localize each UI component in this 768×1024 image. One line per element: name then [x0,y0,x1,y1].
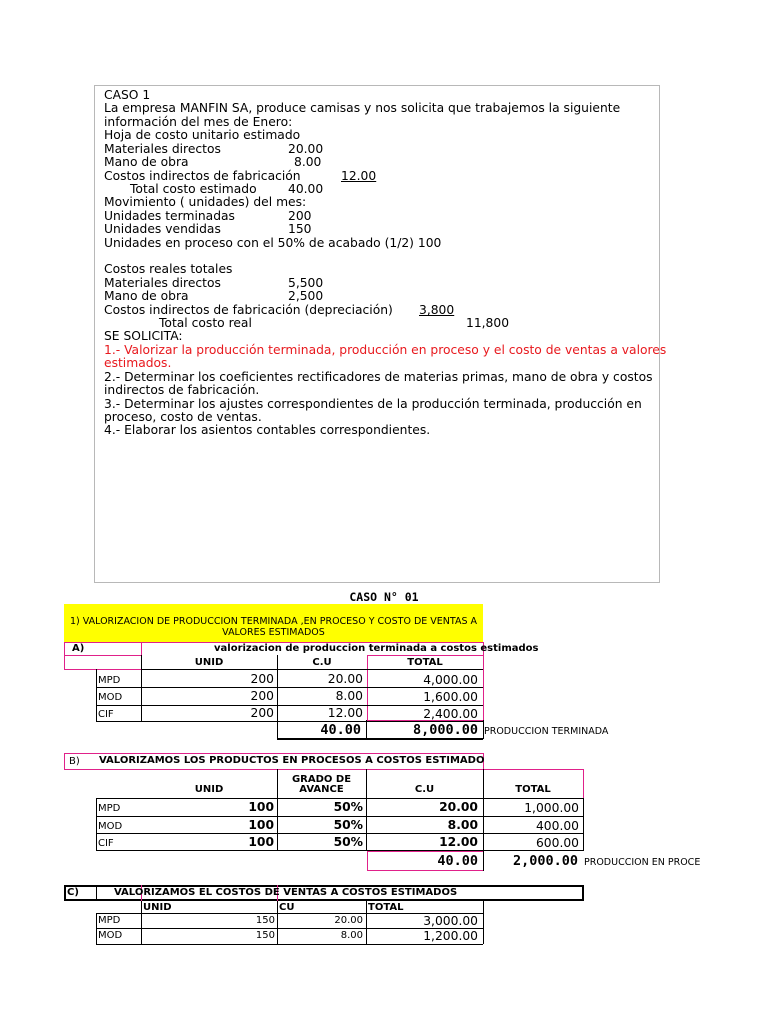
sum-total: 2,000.00 [512,853,578,869]
grado-value: 50% [333,818,363,832]
section-a-tag: A) [72,643,85,654]
unid-value: 100 [248,835,274,849]
col-header-cu: C.U [414,784,435,795]
section-b-title: VALORIZAMOS LOS PRODUCTOS EN PROCESOS A COSTOS ESTIMADO [99,755,485,766]
row-label: CIF [98,838,114,849]
caso-heading: CASO N° 01 [349,590,419,604]
total-value: 1,200.00 [423,929,478,943]
row-label: MOD [98,930,123,941]
col-header-avance: AVANCE [299,784,344,795]
row-label: MOD [98,692,123,703]
unid-value: 100 [248,818,274,832]
total-value: 2,400.00 [423,707,478,721]
total-value: 1,600.00 [423,690,478,704]
cu-value: 12.00 [327,706,363,720]
question-2-line-1: 2.- Determinar los coeficientes rectificadores de materias primas, mano de obra y costos [104,370,653,384]
cu-value: 12.00 [439,835,478,849]
total-value: 3,000.00 [423,914,478,928]
row-label: MPD [98,803,121,814]
total-value: 400.00 [535,819,579,833]
question-3-line-2: proceso, costo de ventas. [104,410,262,424]
unid-value: 150 [255,930,275,941]
col-header-cu: CU [279,902,295,913]
sum-cu: 40.00 [437,853,478,869]
solicita-heading: SE SOLICITA: [104,329,183,343]
cu-value: 8.00 [447,818,478,832]
total-est-label: Total costo estimado [130,182,257,196]
est-item-label: Materiales directos [104,142,221,156]
intro-line-2: información del mes de Enero: [104,115,293,129]
cu-value: 8.00 [335,689,363,703]
est-item-value: 20.00 [288,142,324,156]
total-est-value: 40.00 [288,182,324,196]
col-header-total: TOTAL [368,902,404,913]
real-item-value: 5,500 [288,276,324,290]
total-value: 1,000.00 [524,801,579,815]
banner-line-1: 1) VALORIZACION DE PRODUCCION TERMINADA ,EN PROCESO Y COSTO DE VENTAS A [69,616,478,627]
grado-value: 50% [333,835,363,849]
unid-value: 200 [250,672,274,686]
col-header-total: TOTAL [407,657,443,668]
total-value: 4,000.00 [423,673,478,687]
total-value: 600.00 [535,836,579,850]
est-item-value: 8.00 [294,155,322,169]
produccion-proceso-note: PRODUCCION EN PROCE [584,857,701,868]
est-item-label: Costos indirectos de fabricación [104,169,301,183]
question-4: 4.- Elaborar los asientos contables correspondientes. [104,423,431,437]
cu-value: 20.00 [327,672,363,686]
row-label: MPD [98,915,121,926]
unid-value: 200 [250,706,274,720]
hoja-costo-heading: Hoja de costo unitario estimado [104,128,301,142]
col-header-grado: GRADO DE [291,774,352,785]
banner-line-2: VALORES ESTIMADOS [222,627,325,638]
cu-value: 20.00 [439,800,478,814]
section-b-tag: B) [69,756,80,767]
col-header-cu: C.U [312,657,332,668]
grado-value: 50% [333,800,363,814]
col-header-unid: UNID [194,657,224,668]
cu-value: 20.00 [334,915,363,926]
section-c-tag: C) [67,887,79,898]
unid-value: 100 [248,800,274,814]
total-real-label: Total costo real [159,316,252,330]
question-3-line-1: 3.- Determinar los ajustes correspondientes de la producción terminada, producción en [104,397,642,411]
est-item-value: 12.00 [341,169,377,183]
real-item-value: 2,500 [288,289,324,303]
mov-item-value: 150 [288,222,312,236]
question-1-line-1: 1.- Valorizar la producción terminada, producción en proceso y el costo de ventas a valores [104,343,667,357]
sum-total: 8,000.00 [412,722,478,738]
row-label: CIF [98,709,114,720]
sum-cu: 40.00 [320,722,361,738]
section-c-title: VALORIZAMOS EL COSTOS DE VENTAS A COSTOS ESTIMADOS [114,887,458,898]
real-item-label: Mano de obra [104,289,189,303]
reales-heading: Costos reales totales [104,262,233,276]
cif-real-value: 3,800 [419,303,455,317]
row-label: MOD [98,821,123,832]
col-header-unid: UNID [194,784,224,795]
unid-value: 150 [255,915,275,926]
movimiento-heading: Movimiento ( unidades) del mes: [104,195,307,209]
produccion-terminada-note: PRODUCCION TERMINADA [484,726,609,737]
question-2-line-2: indirectos de fabricación. [104,383,260,397]
proceso-line: Unidades en proceso con el 50% de acabado (1/2) 100 [104,236,442,250]
intro-line-1: La empresa MANFIN SA, produce camisas y nos solicita que trabajemos la siguiente [104,101,621,115]
col-header-total: TOTAL [515,784,551,795]
mov-item-value: 200 [288,209,312,223]
row-label: MPD [98,675,121,686]
cif-real-label: Costos indirectos de fabricación (depreciación) [104,303,393,317]
mov-item-label: Unidades terminadas [104,209,235,223]
real-item-label: Materiales directos [104,276,221,290]
col-header-unid: UNID [143,902,172,913]
est-item-label: Mano de obra [104,155,189,169]
case-title: CASO 1 [104,88,151,102]
question-1-line-2: estimados. [104,356,172,370]
unid-value: 200 [250,689,274,703]
total-real-value: 11,800 [466,316,510,330]
section-a-title: valorizacion de produccion terminada a costos estimados [214,643,539,654]
cu-value: 8.00 [340,930,363,941]
mov-item-label: Unidades vendidas [104,222,221,236]
